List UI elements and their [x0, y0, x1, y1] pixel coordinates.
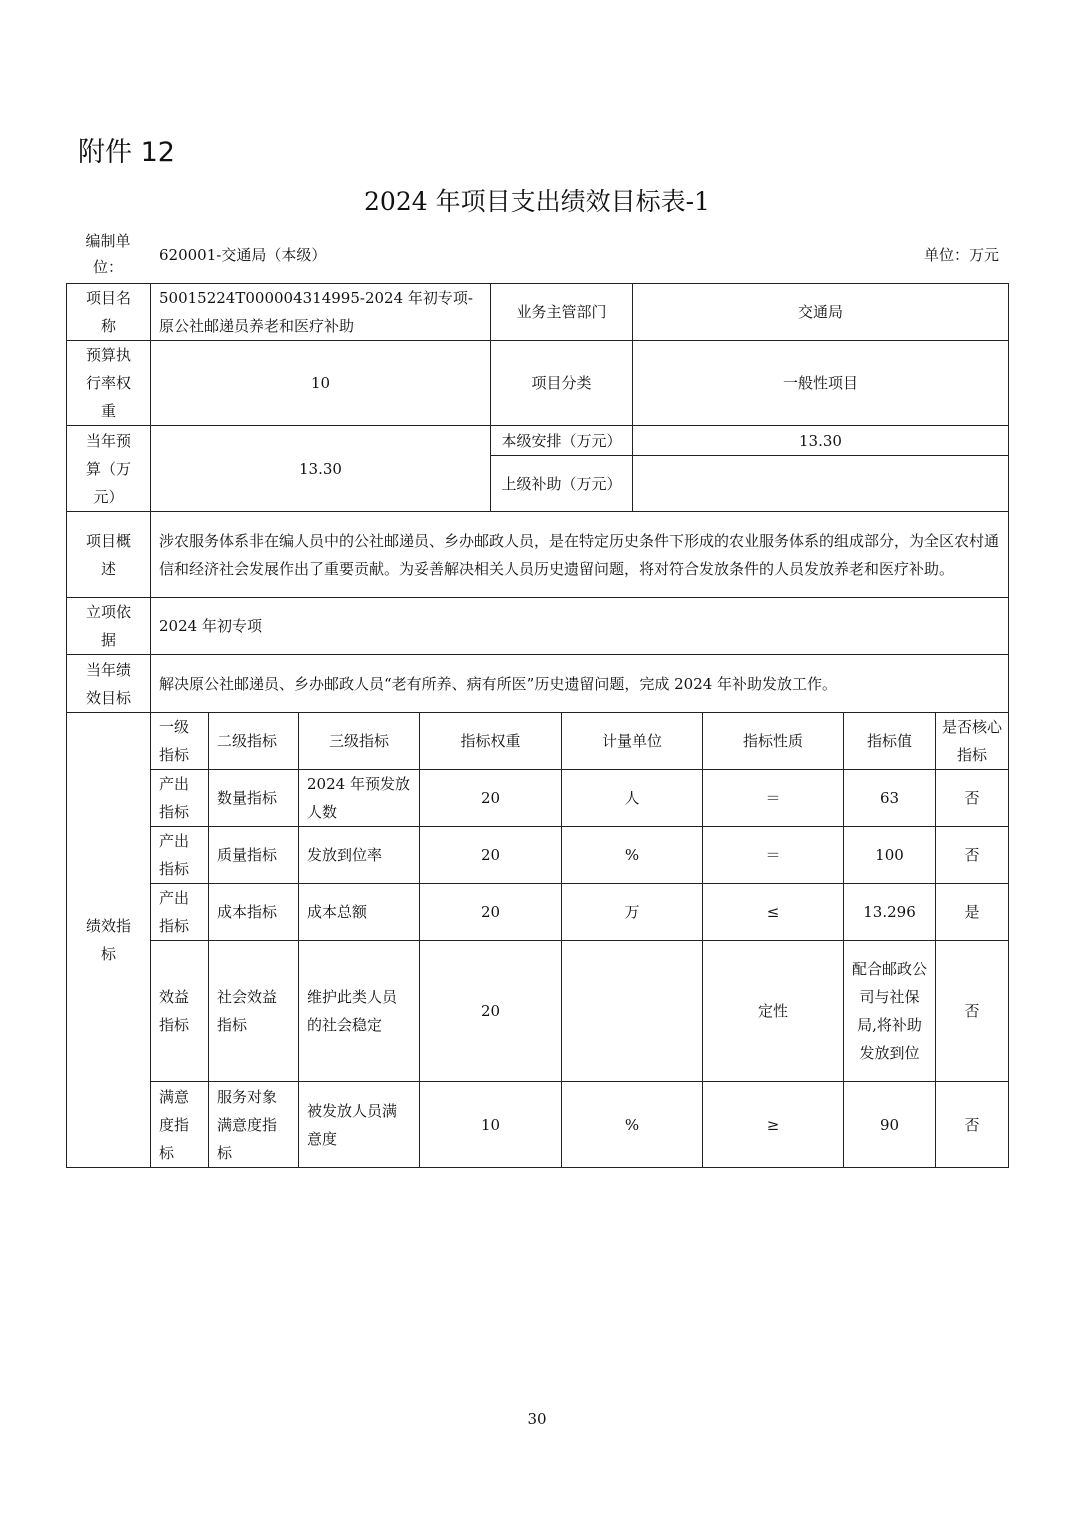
unit-value: 620001-交通局（本级）	[159, 246, 327, 264]
indicator-level1-cell: 效益指标	[151, 941, 209, 1082]
indicator-header-row	[67, 713, 1009, 770]
exec-weight-label: 预算执行率权重	[67, 341, 151, 426]
indicator-core-cell: 否	[936, 1082, 1009, 1168]
indicator-value-cell: 配合邮政公司与社保局,将补助发放到位	[844, 941, 936, 1082]
indicator-weight-cell: 20	[420, 884, 562, 941]
indicator-level2-cell: 成本指标	[209, 884, 299, 941]
indicator-value-cell: 63	[844, 770, 936, 827]
indicator-value-cell: 90	[844, 1082, 936, 1168]
indicator-unit-cell: %	[562, 1082, 703, 1168]
indicator-core-cell: 否	[936, 770, 1009, 827]
project-name: 50015224T000004314995-2024 年初专项-原公社邮递员养老和医疗补助	[151, 284, 491, 341]
indicator-nature-cell: ＝	[703, 827, 844, 884]
exec-weight-value: 10	[151, 341, 491, 426]
indicator-nature-cell: ≥	[703, 1082, 844, 1168]
header-cell: 指标权重	[420, 713, 562, 770]
indicator-level1-cell: 产出指标	[151, 884, 209, 941]
overview-label: 项目概述	[67, 512, 151, 598]
indicator-level1-cell: 产出指标	[151, 827, 209, 884]
indicator-unit-cell: %	[562, 827, 703, 884]
indicator-level3-cell: 2024 年预发放人数	[299, 770, 420, 827]
project-info-table	[66, 283, 1009, 713]
basis-text: 2024 年初专项	[151, 598, 1009, 655]
header-cell: 一级指标	[151, 713, 209, 770]
dept-value: 交通局	[633, 284, 1009, 341]
header-cell: 指标值	[844, 713, 936, 770]
header-cell: 三级指标	[299, 713, 420, 770]
indicator-row	[67, 941, 1009, 1082]
indicator-core-cell: 否	[936, 827, 1009, 884]
indicator-core-cell: 是	[936, 884, 1009, 941]
upper-label: 上级补助（万元）	[491, 456, 633, 512]
unit-label: 编制单位：	[85, 232, 131, 276]
indicator-level3-cell: 被发放人员满意度	[299, 1082, 420, 1168]
indicators-table	[66, 712, 1009, 1168]
overview-text: 涉农服务体系非在编人员中的公社邮递员、乡办邮政人员，是在特定历史条件下形成的农业服务体系的组成部分，为全区农村通信和经济社会发展作出了重要贡献。为妥善解决相关人员历史遗留问题，将对符合发放条件的人员发放养老和医疗补助。	[151, 512, 1009, 598]
header-cell: 是否核心指标	[936, 713, 1009, 770]
indicator-level3-cell: 成本总额	[299, 884, 420, 941]
upper-value	[633, 456, 1009, 512]
indicator-weight-cell: 20	[420, 827, 562, 884]
indicator-level1-cell: 产出指标	[151, 770, 209, 827]
unit-row	[66, 228, 1007, 282]
goal-label: 当年绩效目标	[67, 655, 151, 713]
indicator-row	[67, 1082, 1009, 1168]
indicator-nature-cell: ＝	[703, 770, 844, 827]
indicator-row	[67, 884, 1009, 941]
indicator-level2-cell: 数量指标	[209, 770, 299, 827]
indicator-unit-cell: 人	[562, 770, 703, 827]
header-cell: 二级指标	[209, 713, 299, 770]
indicator-level1-cell: 满意度指标	[151, 1082, 209, 1168]
budget-value: 13.30	[151, 426, 491, 512]
budget-label: 当年预算（万元）	[67, 426, 151, 512]
indicator-level2-cell: 社会效益指标	[209, 941, 299, 1082]
indicator-weight-cell: 20	[420, 941, 562, 1082]
indicator-level2-cell: 质量指标	[209, 827, 299, 884]
indicators-section-label: 绩效指标	[67, 713, 151, 1168]
attachment-label: 附件 12	[78, 137, 175, 168]
indicator-level2-cell: 服务对象满意度指标	[209, 1082, 299, 1168]
category-label: 项目分类	[491, 341, 633, 426]
dept-label: 业务主管部门	[491, 284, 633, 341]
indicator-level3-cell: 发放到位率	[299, 827, 420, 884]
indicator-value-cell: 13.296	[844, 884, 936, 941]
own-value: 13.30	[633, 426, 1009, 456]
indicator-unit-cell: 万	[562, 884, 703, 941]
header-cell: 计量单位	[562, 713, 703, 770]
basis-label: 立项依据	[67, 598, 151, 655]
category-value: 一般性项目	[633, 341, 1009, 426]
indicator-value-cell: 100	[844, 827, 936, 884]
page-title: 2024 年项目支出绩效目标表-1	[364, 187, 710, 216]
indicator-nature-cell: ≤	[703, 884, 844, 941]
indicator-nature-cell: 定性	[703, 941, 844, 1082]
page-number: 30	[527, 1410, 547, 1428]
indicator-weight-cell: 10	[420, 1082, 562, 1168]
indicator-unit-cell	[562, 941, 703, 1082]
header-cell: 指标性质	[703, 713, 844, 770]
goal-text: 解决原公社邮递员、乡办邮政人员“老有所养、病有所医”历史遗留问题，完成 2024 年补助发放工作。	[151, 655, 1009, 713]
own-label: 本级安排（万元）	[491, 426, 633, 456]
indicator-core-cell: 否	[936, 941, 1009, 1082]
currency-unit: 单位：万元	[923, 246, 999, 264]
indicator-weight-cell: 20	[420, 770, 562, 827]
indicator-row	[67, 827, 1009, 884]
indicator-level3-cell: 维护此类人员的社会稳定	[299, 941, 420, 1082]
project-name-label: 项目名称	[67, 284, 151, 341]
indicator-row	[67, 770, 1009, 827]
